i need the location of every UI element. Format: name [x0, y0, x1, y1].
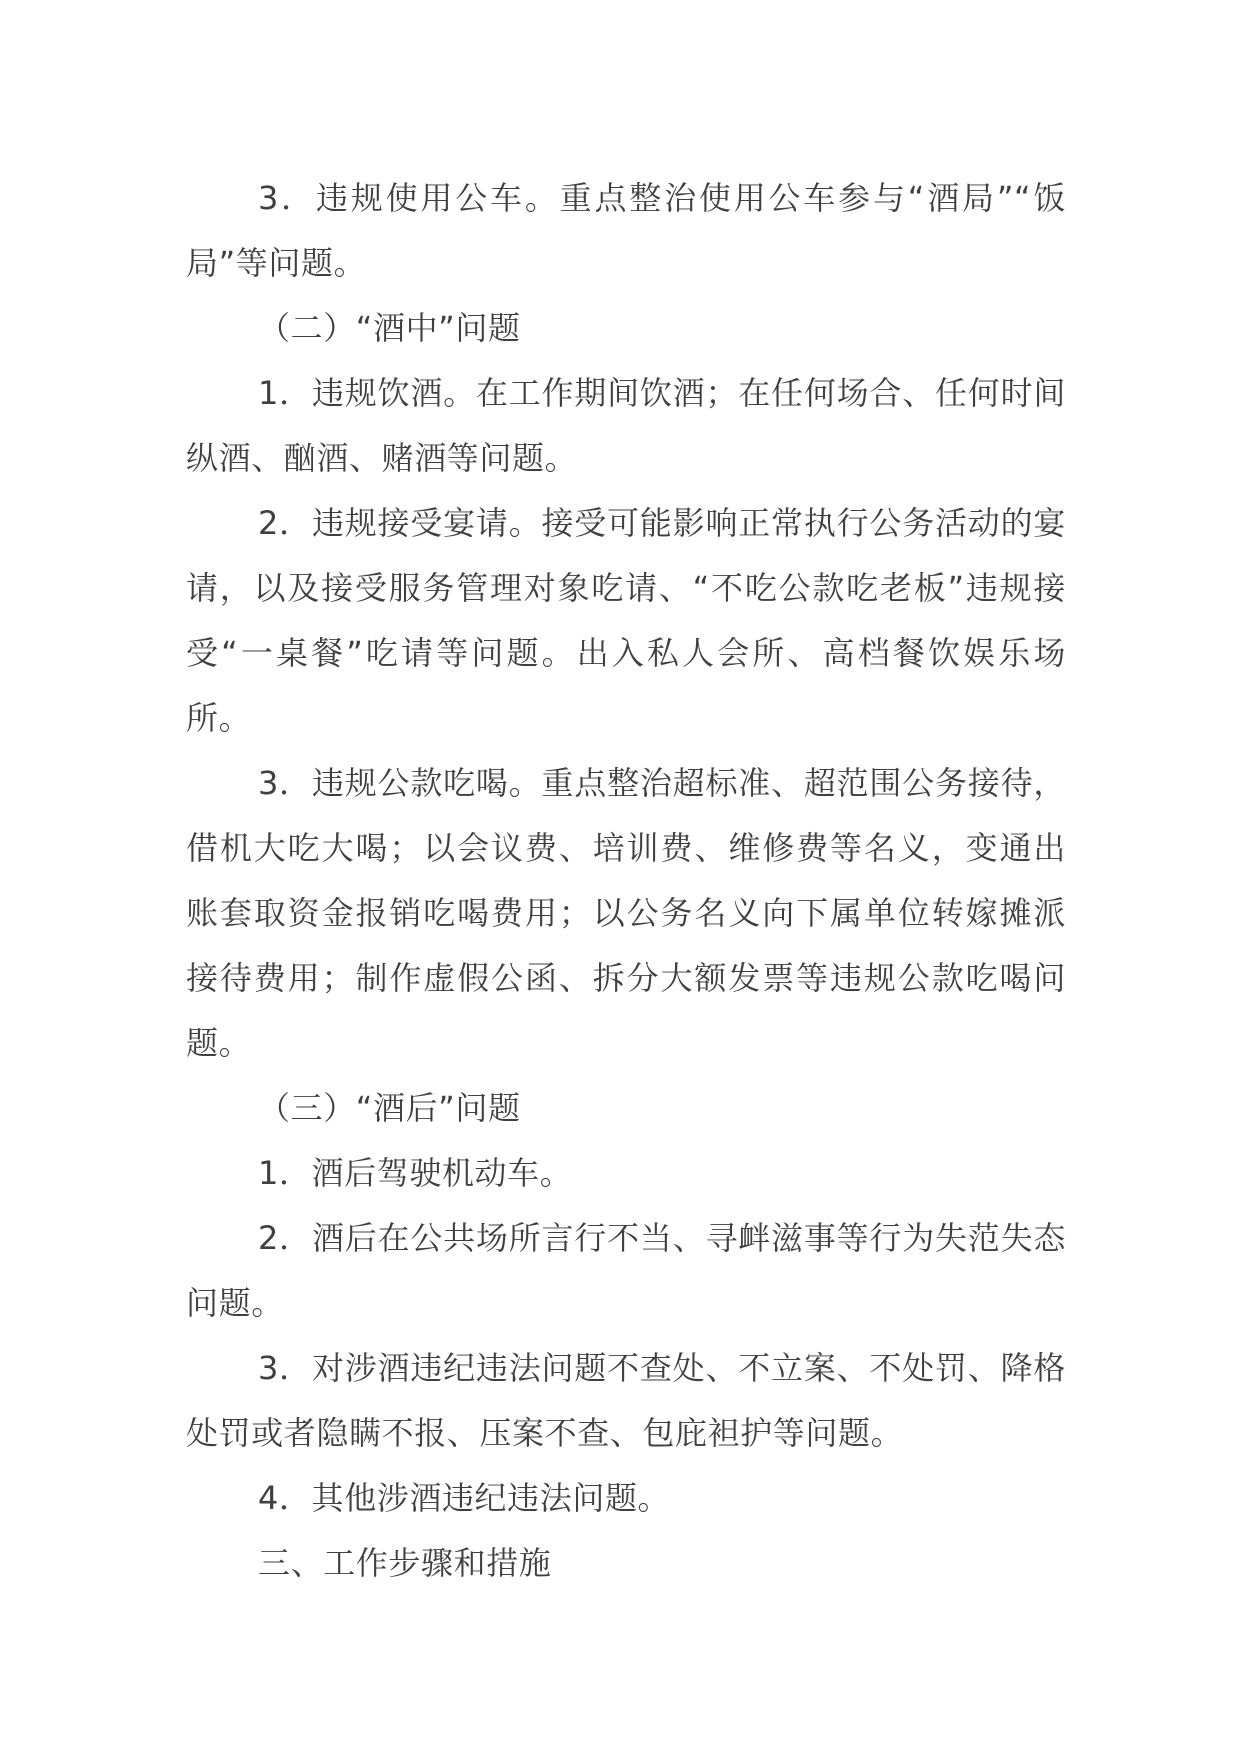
- paragraph-item-1-drunk-driving: 1．酒后驾驶机动车。: [258, 1154, 573, 1192]
- paragraph-item-3-public-funds: 3．违规公款吃喝。重点整治超标准、超范围公务接待，借机大吃大喝；以会议费、培训费、维修费等名义，变通出账套取资金报销吃喝费用；以公务名义向下属单位转嫁摊派接待费用；制作虚假公函、拆分大额发票等违规公款吃喝问题。: [186, 764, 1066, 1062]
- document-page: [186, 166, 1066, 1596]
- paragraph-item-2-banquet: 2．违规接受宴请。接受可能影响正常执行公务活动的宴请，以及接受服务管理对象吃请、“不吃公款吃老板”违规接受“一桌餐”吃请等问题。出入私人会所、高档餐饮娱乐场所。: [186, 504, 1066, 737]
- paragraph-item-3-non-investigation: 3．对涉酒违纪违法问题不查处、不立案、不处罚、降格处罚或者隐瞒不报、压案不查、包庇袒护等问题。: [186, 1349, 1066, 1452]
- section-heading-work-steps: 三、工作步骤和措施: [258, 1544, 552, 1582]
- paragraph-item-4-other: 4．其他涉酒违纪违法问题。: [258, 1479, 671, 1517]
- paragraph-item-3-official-vehicle: 3．违规使用公车。重点整治使用公车参与“酒局”“饭局”等问题。: [186, 179, 1066, 282]
- paragraph-item-2-misconduct: 2．酒后在公共场所言行不当、寻衅滋事等行为失范失态问题。: [186, 1219, 1066, 1322]
- paragraph-item-1-drinking: 1．违规饮酒。在工作期间饮酒；在任何场合、任何时间纵酒、酗酒、赌酒等问题。: [186, 374, 1066, 477]
- section-heading-after-drinking: （三）“酒后”问题: [258, 1089, 521, 1127]
- section-heading-during-drinking: （二）“酒中”问题: [258, 309, 521, 347]
